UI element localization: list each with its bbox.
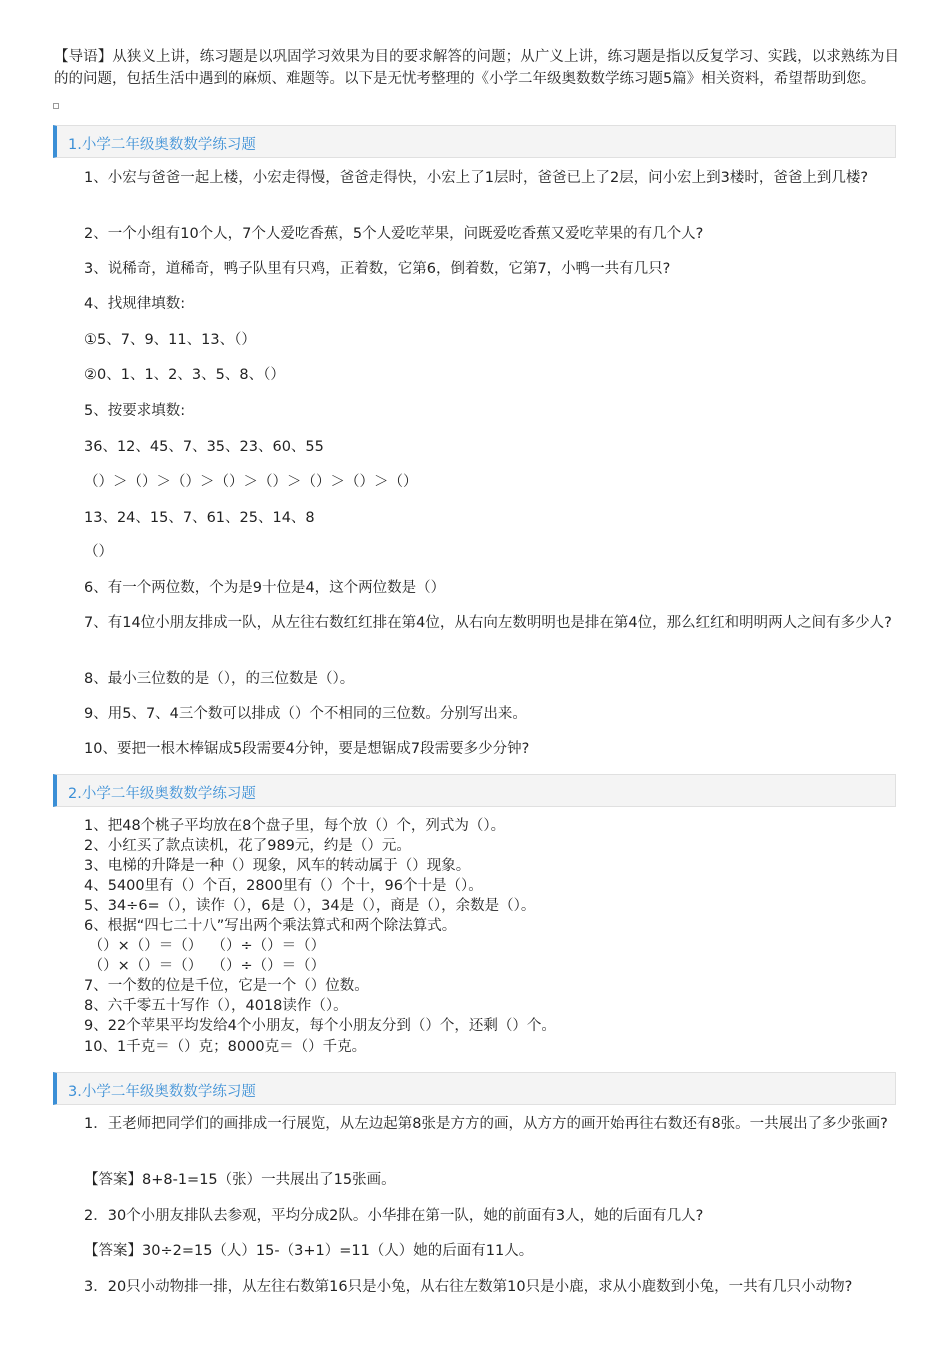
s1-number-list-2: 13、24、15、7、61、25、14、8 <box>84 510 315 526</box>
s1-question-9: 9、用5、7、4三个数可以排成（）个不相同的三位数。分别写出来。 <box>84 706 527 722</box>
s1-question-4: 4、找规律填数: <box>84 296 186 312</box>
s2-question-8: 8、六千零五十写作（），4018读作（）。 <box>84 998 348 1014</box>
s1-blank-row-2: （） <box>84 544 113 560</box>
section-2-title: 2.小学二年级奥数数学练习题 <box>68 786 256 802</box>
section-1-title: 1.小学二年级奥数数学练习题 <box>68 137 256 153</box>
s2-question-9: 9、22个苹果平均发给4个小朋友，每个小朋友分到（）个，还剩（）个。 <box>84 1018 556 1034</box>
s3-answer-2: 【答案】30÷2=15（人）15-（3+1）=11（人）她的后面有11人。 <box>84 1243 534 1259</box>
s2-question-2: 2、小红买了款点读机，花了989元，约是（）元。 <box>84 838 411 854</box>
s2-question-7: 7、一个数的位是千位，它是一个（）位数。 <box>84 978 369 994</box>
section-3-title: 3.小学二年级奥数数学练习题 <box>68 1084 256 1100</box>
s3-question-2: 2．30个小朋友排队去参观，平均分成2队。小华排在第一队，她的前面有3人，她的后面有几人? <box>84 1208 704 1224</box>
s3-answer-1: 【答案】8+8-1=15（张）一共展出了15张画。 <box>84 1172 396 1188</box>
s1-question-10: 10、要把一根木棒锯成5段需要4分钟，要是想锯成7段需要多少分钟? <box>84 741 530 757</box>
s1-question-2: 2、一个小组有10个人，7个人爱吃香蕉，5个人爱吃苹果，问既爱吃香蕉又爱吃苹果的有几个人? <box>84 226 704 242</box>
s2-formula-row-1: （）×（）＝（） （）÷（）＝（） <box>84 938 326 954</box>
section-3-header <box>53 1072 896 1105</box>
small-square-icon <box>53 103 59 109</box>
s1-question-1: 1、小宏与爸爸一起上楼，小宏走得慢，爸爸走得快，小宏上了1层时，爸爸已上了2层，问小宏上到3楼时，爸爸上到几楼? <box>84 170 869 186</box>
s2-question-10: 10、1千克＝（）克；8000克＝（）千克。 <box>84 1039 367 1055</box>
intro-paragraph: 【导语】从狭义上讲，练习题是以巩固学习效果为目的要求解答的问题；从广义上讲，练习题是指以反复学习、实践，以求熟练为目的的问题，包括生活中遇到的麻烦、难题等。以下是无忧考整理的《小学二年级奥数数学练习题5篇》相关资料，希望帮助到您。 <box>54 49 899 87</box>
s1-question-3: 3、说稀奇，道稀奇，鸭子队里有只鸡，正着数，它第6，倒着数，它第7，小鸭一共有几只? <box>84 261 671 277</box>
s3-question-3: 3．20只小动物排一排，从左往右数第16只是小兔，从右往左数第10只是小鹿，求从小鹿数到小兔，一共有几只小动物? <box>84 1279 853 1295</box>
s2-question-1: 1、把48个桃子平均放在8个盘子里，每个放（）个，列式为（）。 <box>84 818 506 834</box>
s2-question-4: 4、5400里有（）个百，2800里有（）个十，96个十是（）。 <box>84 878 483 894</box>
s2-question-5: 5、34÷6=（），读作（），6是（），34是（），商是（），余数是（）。 <box>84 898 536 914</box>
section-1-header <box>53 125 896 158</box>
s2-question-3: 3、电梯的升降是一种（）现象，风车的转动属于（）现象。 <box>84 858 471 874</box>
section-2-header <box>53 774 896 807</box>
s1-sequence-2: ②0、1、1、2、3、5、8、（） <box>84 367 285 383</box>
s3-question-1: 1．王老师把同学们的画排成一行展览，从左边起第8张是方方的画，从方方的画开始再往右数还有8张。一共展出了多少张画? <box>84 1116 888 1132</box>
s1-sequence-1: ①5、7、9、11、13、（） <box>84 332 256 348</box>
s2-formula-row-2: （）×（）＝（） （）÷（）＝（） <box>84 958 326 974</box>
s1-question-8: 8、最小三位数的是（），的三位数是（）。 <box>84 671 355 687</box>
s1-question-6: 6、有一个两位数，个为是9十位是4，这个两位数是（） <box>84 580 446 596</box>
s2-question-6: 6、根据“四七二十八”写出两个乘法算式和两个除法算式。 <box>84 918 457 934</box>
s1-question-7: 7、有14位小朋友排成一队，从左往右数红红排在第4位，从右向左数明明也是排在第4位，那么红红和明明两人之间有多少人? <box>84 615 892 631</box>
s1-number-list-1: 36、12、45、7、35、23、60、55 <box>84 439 324 455</box>
s1-question-5: 5、按要求填数: <box>84 403 186 419</box>
s1-blank-row-1: （）＞（）＞（）＞（）＞（）＞（）＞（）＞（） <box>84 474 418 490</box>
